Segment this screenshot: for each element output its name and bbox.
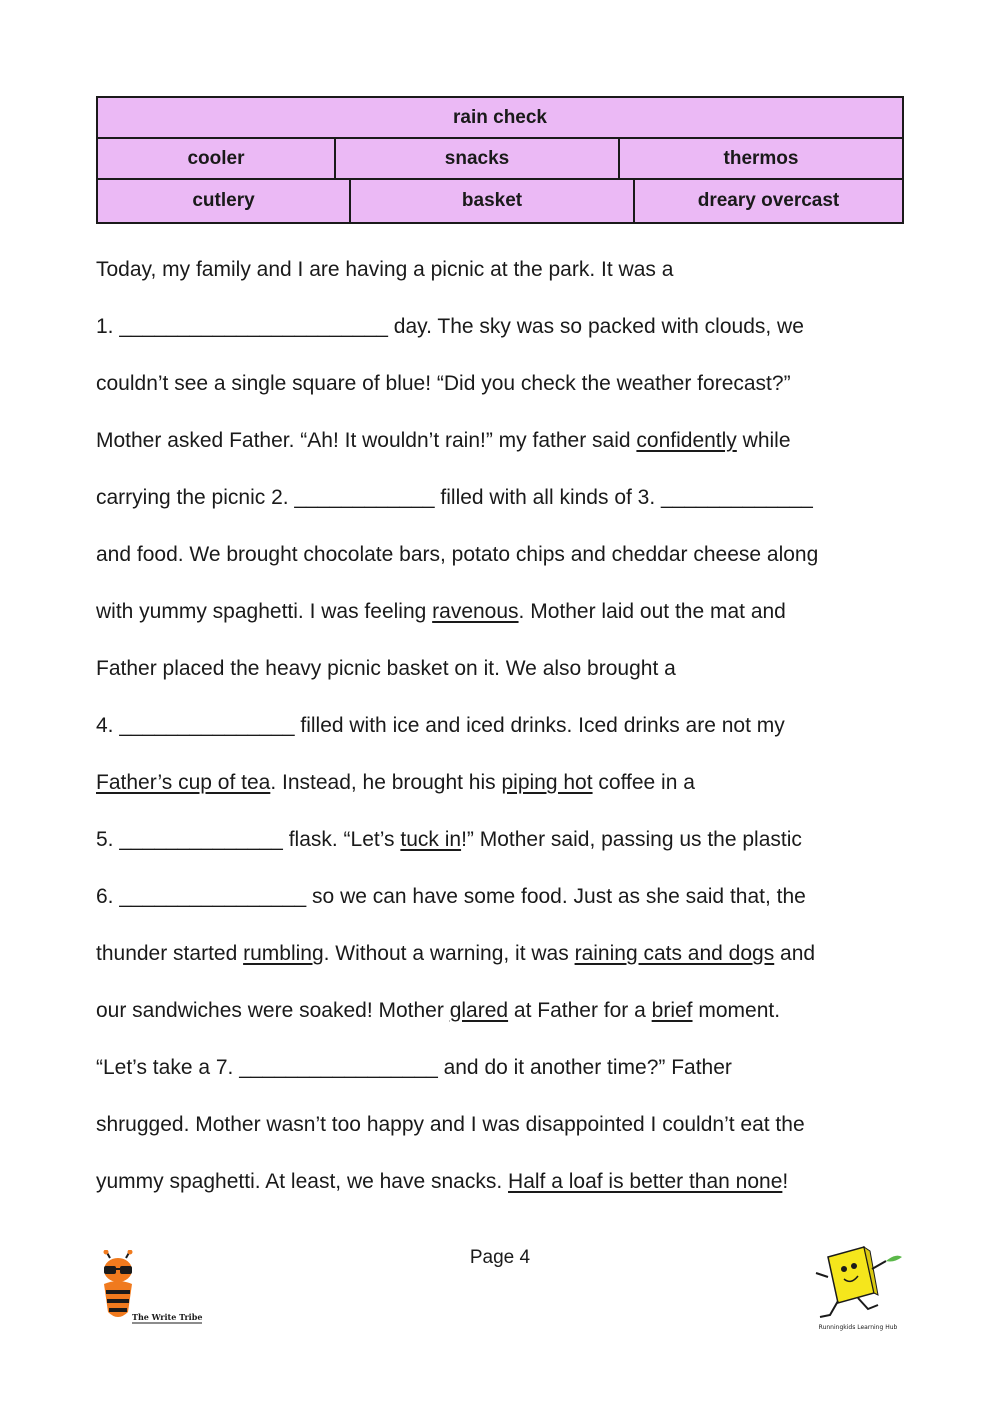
story-text: 5. ______________ flask. “Let’s	[96, 828, 401, 851]
word-bank-cell: basket	[351, 180, 635, 222]
underlined-phrase: Half a loaf is better than none	[508, 1170, 783, 1193]
left-logo-text: The Write Tribe	[132, 1312, 203, 1322]
word-bank-cell: cooler	[98, 139, 336, 178]
story-line	[96, 526, 916, 583]
story-text: at Father for a	[508, 999, 652, 1022]
bee-icon	[104, 1250, 133, 1317]
word-bank-row	[98, 98, 902, 139]
runningkids-logo	[808, 1243, 908, 1345]
story-text: . Without a warning, it was	[323, 942, 575, 965]
story-line	[96, 469, 916, 526]
story-text: and	[774, 942, 816, 965]
word-bank-row	[98, 139, 902, 180]
story-text: 1. _______________________ day. The sky was so packed with clouds, we	[96, 315, 804, 338]
story-text: couldn’t see a single square of blue! “Did you check the weather forecast?”	[96, 372, 791, 395]
write-tribe-logo	[96, 1250, 208, 1328]
story-line	[96, 697, 916, 754]
story-text: !	[782, 1170, 789, 1193]
underlined-phrase: confidently	[636, 429, 737, 452]
underlined-phrase: piping hot	[501, 771, 593, 794]
story-line	[96, 583, 916, 640]
word-bank-table	[96, 96, 904, 224]
word-bank-cell: thermos	[723, 147, 799, 169]
story-line	[96, 1039, 916, 1096]
story-text: “Let’s take a 7. _________________ and do it another time?” Father	[96, 1056, 732, 1079]
word-bank-cell: snacks	[336, 139, 620, 178]
underlined-phrase: brief	[651, 999, 693, 1022]
story-text: while	[736, 429, 791, 452]
page-number: Page 4	[469, 1247, 531, 1268]
story-line	[96, 412, 916, 469]
story-text: yummy spaghetti. At least, we have snacks.	[96, 1170, 509, 1193]
story-text: . Mother laid out the mat and	[518, 600, 786, 623]
story-line	[96, 1153, 916, 1210]
word-bank-cell: cutlery	[98, 180, 351, 222]
story-text: our sandwiches were soaked! Mother	[96, 999, 450, 1022]
story-text: Today, my family and I are having a picnic at the park. It was a	[96, 258, 674, 281]
story-line	[96, 811, 916, 868]
word-bank-cell: rain check	[453, 106, 547, 128]
underlined-phrase: raining cats and dogs	[574, 942, 775, 965]
underlined-phrase: ravenous	[432, 600, 519, 623]
story-line	[96, 925, 916, 982]
story-text: moment.	[692, 999, 781, 1022]
story-line	[96, 982, 916, 1039]
story-text: Mother asked Father. “Ah! It wouldn’t rain!” my father said	[96, 429, 637, 452]
story-text: !” Mother said, passing us the plastic	[461, 828, 802, 851]
story-text: carrying the picnic 2. ____________ filled with all kinds of 3. _____________	[96, 486, 813, 509]
story-line	[96, 868, 916, 925]
story-text: Father placed the heavy picnic basket on it. We also brought a	[96, 657, 676, 680]
story-line	[96, 1096, 916, 1153]
story-line	[96, 754, 916, 811]
story-passage	[96, 241, 916, 1210]
story-text: and food. We brought chocolate bars, potato chips and cheddar cheese along	[96, 543, 819, 566]
word-bank-cell: dreary overcast	[697, 190, 840, 211]
story-line	[96, 241, 916, 298]
underlined-phrase: rumbling	[243, 942, 324, 965]
word-bank-row	[98, 180, 902, 222]
underlined-phrase: Father’s cup of tea	[96, 771, 271, 794]
story-text: coffee in a	[592, 771, 695, 794]
underlined-phrase: glared	[449, 999, 509, 1022]
story-text: 6. ________________ so we can have some food. Just as she said that, the	[96, 885, 806, 908]
story-line	[96, 355, 916, 412]
right-logo-text: Runningkids Learning Hub	[818, 1324, 898, 1331]
story-line	[96, 298, 916, 355]
running-book-icon	[816, 1247, 902, 1317]
story-text: shrugged. Mother wasn’t too happy and I was disappointed I couldn’t eat the	[96, 1113, 805, 1136]
story-line	[96, 640, 916, 697]
story-text: . Instead, he brought his	[270, 771, 502, 794]
story-text: thunder started	[96, 942, 244, 965]
underlined-phrase: tuck in	[400, 828, 462, 851]
story-text: 4. _______________ filled with ice and iced drinks. Iced drinks are not my	[96, 714, 785, 737]
story-text: with yummy spaghetti. I was feeling	[96, 600, 433, 623]
